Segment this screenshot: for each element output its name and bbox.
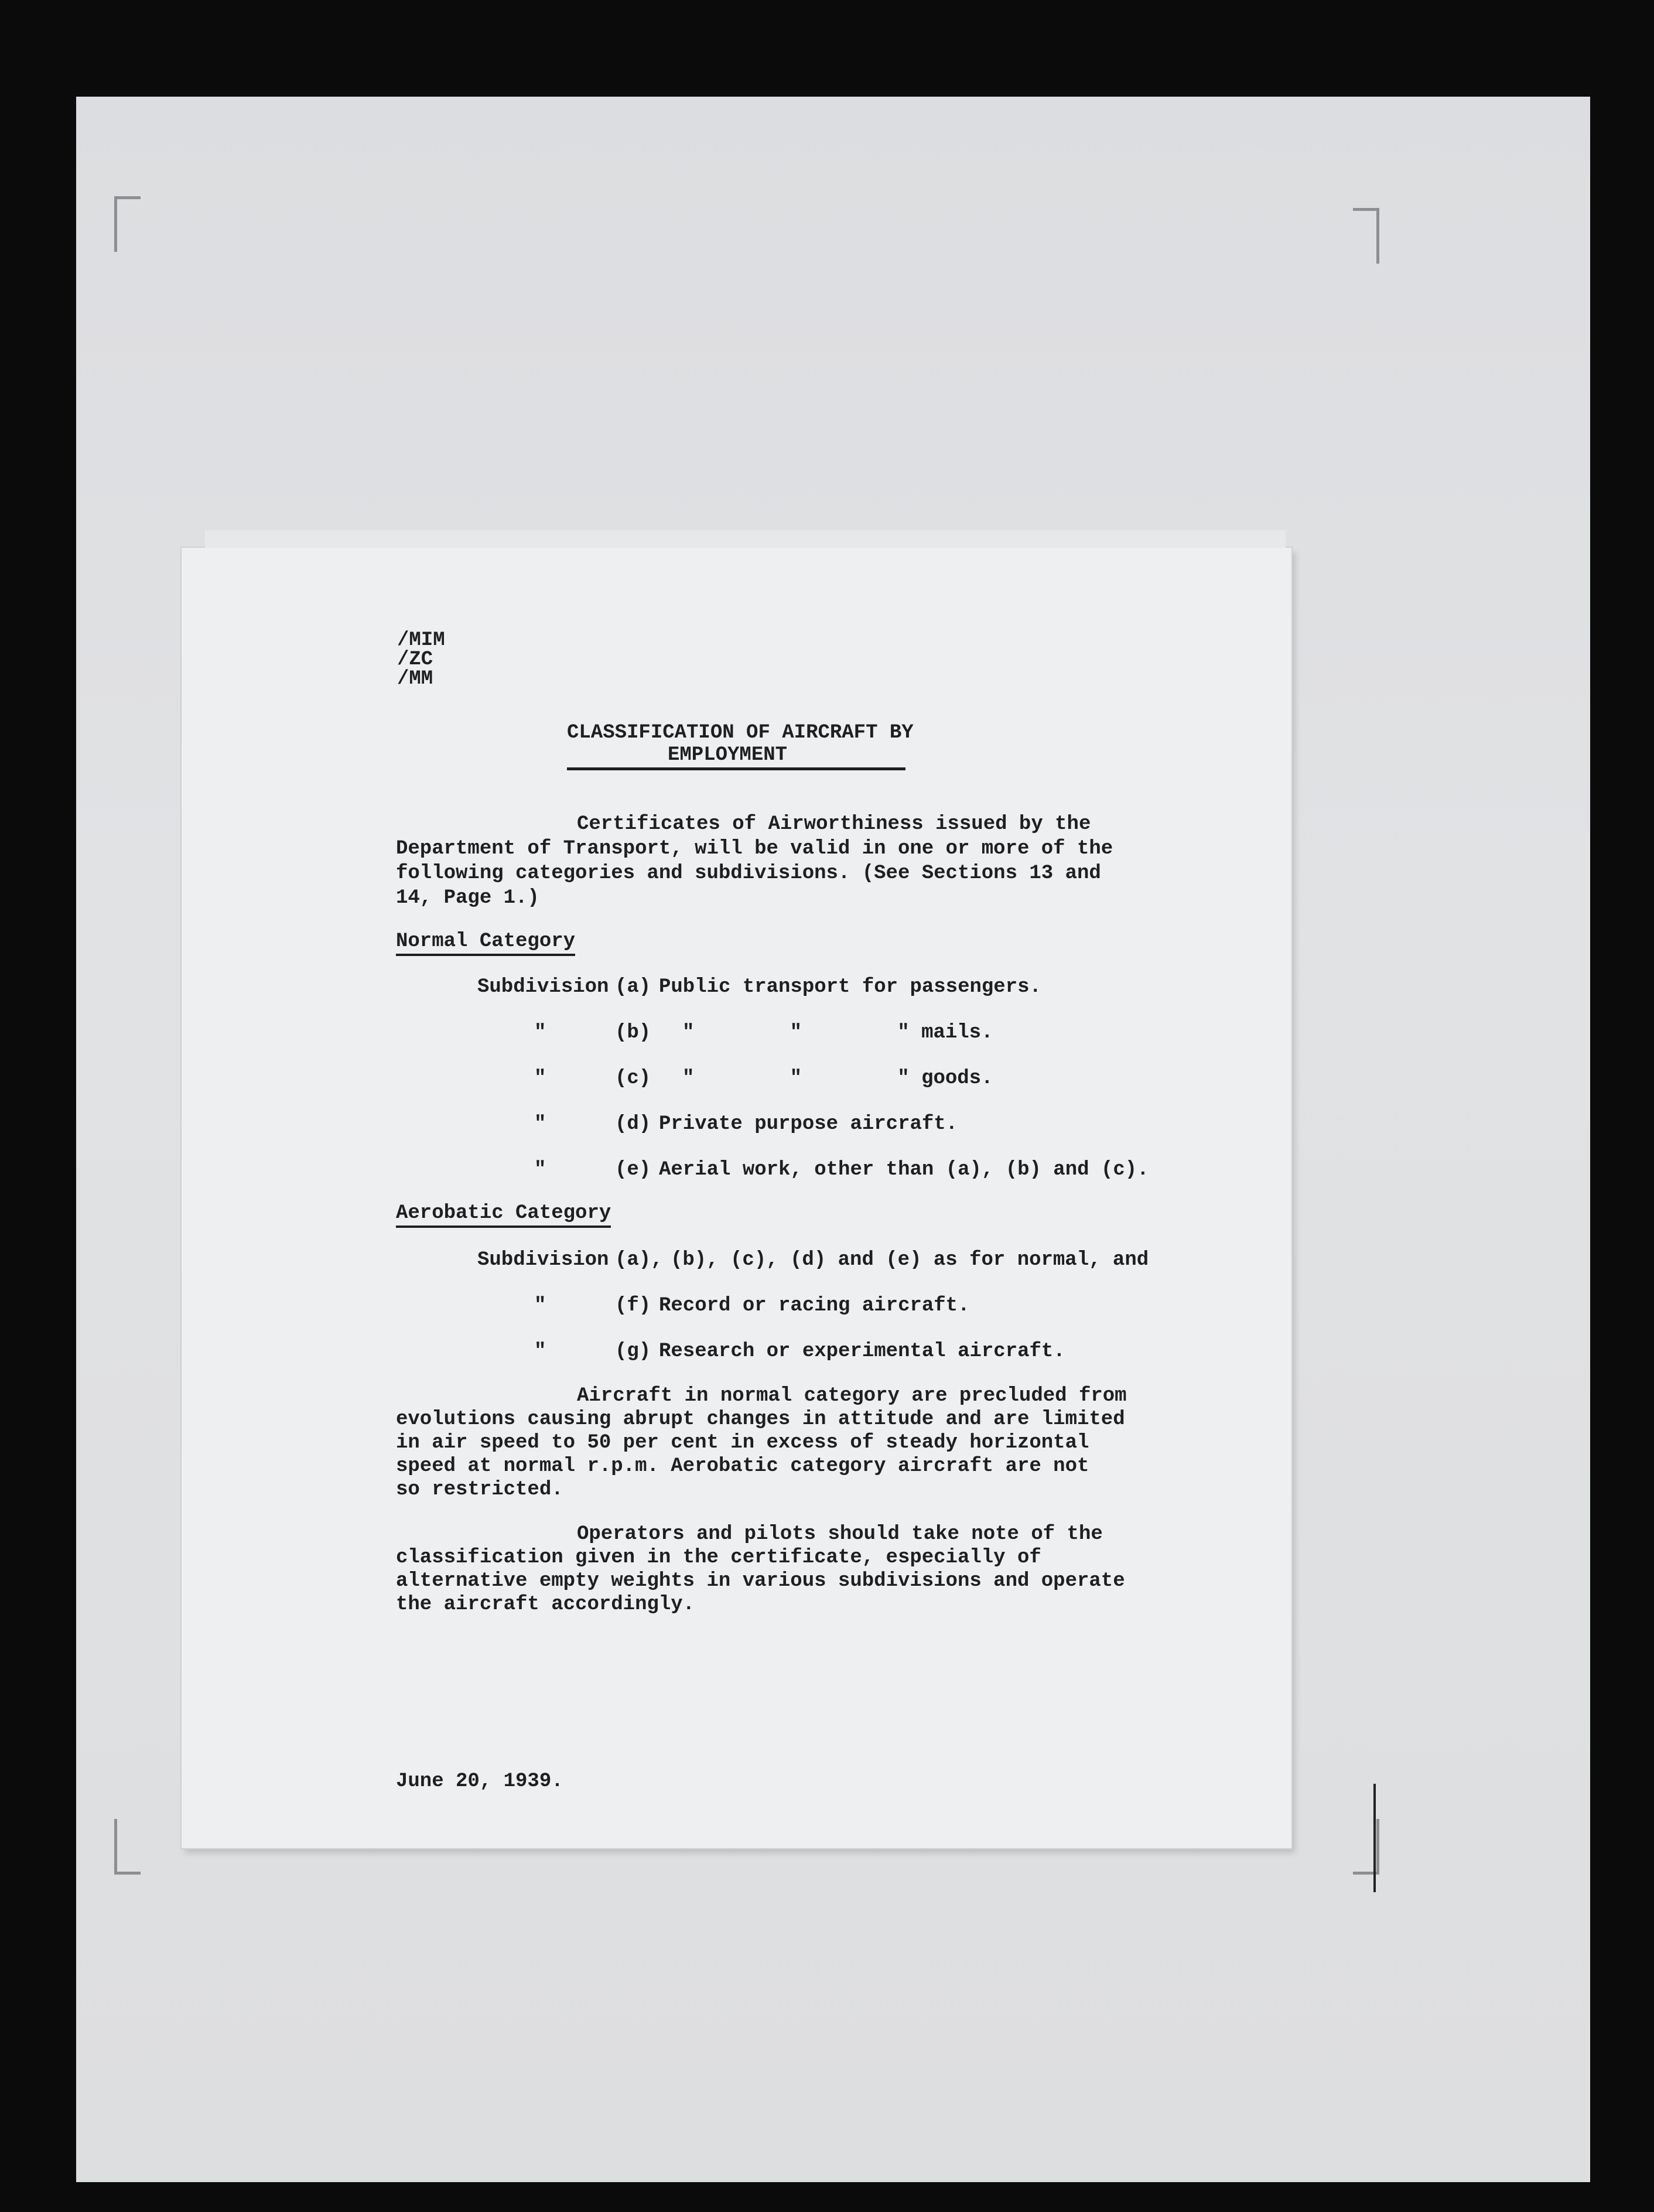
normal-text-e: Aerial work, other than (a), (b) and (c). <box>659 1159 1149 1181</box>
normal-lead-c: " <box>534 1067 546 1090</box>
aerobatic-text-f: Record or racing aircraft. <box>659 1295 970 1317</box>
aerobatic-lead-f: " <box>534 1295 546 1317</box>
operators-paragraph-line-4: the aircraft accordingly. <box>396 1593 695 1616</box>
crop-mark-bottom-left <box>114 1819 141 1875</box>
operators-paragraph-line-2: classification given in the certificate, especially of <box>396 1547 1041 1569</box>
normal-lead-b: " <box>534 1022 546 1044</box>
aerobatic-category-heading <box>396 1201 611 1226</box>
normal-code-e: (e) <box>615 1159 651 1181</box>
aerobatic-code-g: (g) <box>615 1340 651 1363</box>
normal-code-a: (a) <box>615 976 651 998</box>
normal-text-d: Private purpose aircraft. <box>659 1113 958 1135</box>
speed-paragraph-line-4: speed at normal r.p.m. Aerobatic category aircraft are not <box>396 1455 1089 1477</box>
normal-lead-d: " <box>534 1113 546 1135</box>
title-underline <box>567 767 905 770</box>
aerobatic-text-g: Research or experimental aircraft. <box>659 1340 1065 1363</box>
aerobatic-category-heading-text: Aerobatic Category <box>396 1202 611 1228</box>
document-date: June 20, 1939. <box>396 1770 563 1793</box>
normal-category-heading <box>396 929 575 954</box>
speed-paragraph-line-2: evolutions causing abrupt changes in attitude and are limited <box>396 1408 1125 1431</box>
speed-paragraph-line-3: in air speed to 50 per cent in excess of steady horizontal <box>396 1432 1089 1454</box>
crop-mark-top-right <box>1353 208 1379 264</box>
intro-line-2: Department of Transport, will be valid in one or more of the <box>396 838 1113 860</box>
vertical-scan-mark <box>1373 1784 1376 1892</box>
document-title-line-1: CLASSIFICATION OF AIRCRAFT BY <box>567 722 914 744</box>
normal-text-a: Public transport for passengers. <box>659 976 1041 998</box>
intro-line-4: 14, Page 1.) <box>396 887 539 909</box>
intro-line-1: Certificates of Airworthiness issued by the <box>577 813 1091 835</box>
normal-lead-a: Subdivision <box>477 976 609 998</box>
initials-line-3: /MM <box>397 668 433 690</box>
speed-paragraph-line-5: so restricted. <box>396 1479 563 1501</box>
aerobatic-lead-g: " <box>534 1340 546 1363</box>
initials-line-1: /MIM <box>397 629 445 651</box>
normal-text-b: " " " mails. <box>682 1022 993 1044</box>
aerobatic-lead-a: Subdivision <box>477 1249 609 1271</box>
normal-code-b: (b) <box>615 1022 651 1044</box>
aerobatic-code-a: (a), <box>615 1249 663 1271</box>
speed-paragraph-line-1: Aircraft in normal category are precluded from <box>577 1385 1127 1407</box>
normal-category-heading-text: Normal Category <box>396 930 575 956</box>
operators-paragraph-line-3: alternative empty weights in various subdivisions and operate <box>396 1570 1125 1592</box>
aerobatic-code-f: (f) <box>615 1295 651 1317</box>
normal-code-c: (c) <box>615 1067 651 1090</box>
document-title-line-2: EMPLOYMENT <box>668 744 788 766</box>
crop-mark-top-left <box>114 196 141 252</box>
normal-text-c: " " " goods. <box>682 1067 993 1090</box>
intro-line-3: following categories and subdivisions. (See Sections 13 and <box>396 862 1101 885</box>
aerobatic-text-a: (b), (c), (d) and (e) as for normal, and <box>671 1249 1149 1271</box>
normal-lead-e: " <box>534 1159 546 1181</box>
operators-paragraph-line-1: Operators and pilots should take note of the <box>577 1523 1103 1545</box>
normal-code-d: (d) <box>615 1113 651 1135</box>
initials-line-2: /ZC <box>397 648 433 671</box>
